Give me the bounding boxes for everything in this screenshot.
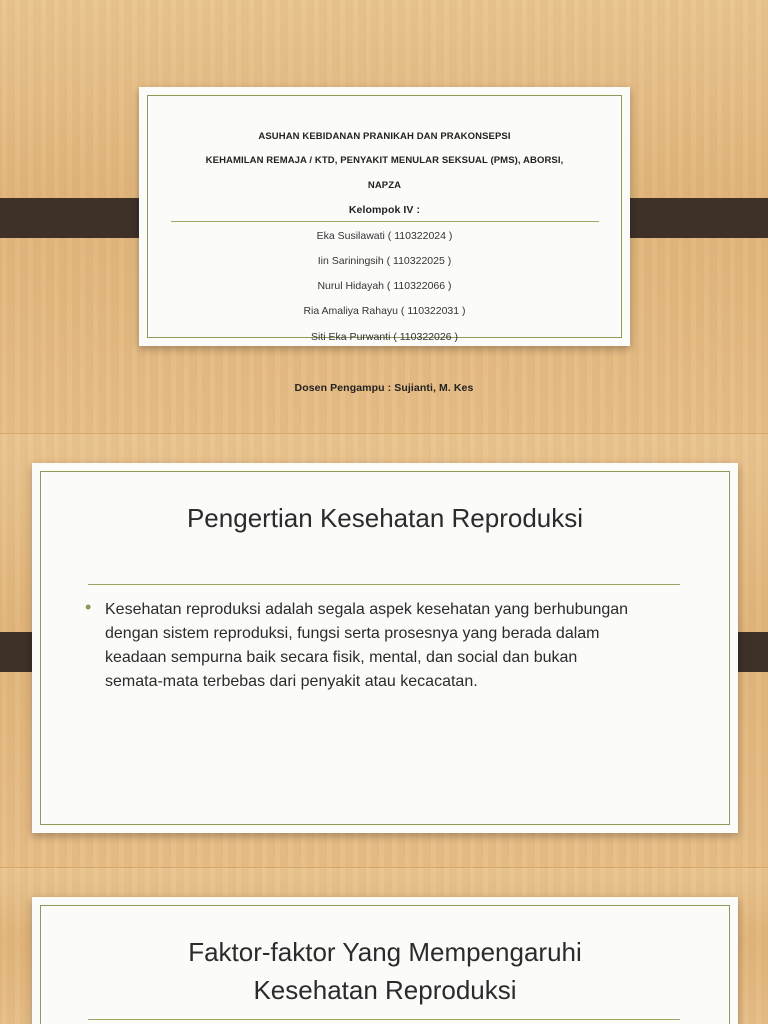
body-line-1: Kesehatan reproduksi adalah segala aspek kesehatan yang berhubungan — [105, 601, 629, 618]
member-4: Ria Amaliya Rahayu ( 110322031 ) — [303, 305, 466, 317]
slide-title-line-1: Faktor-faktor Yang Mempengaruhi — [188, 937, 582, 967]
title-line-1: ASUHAN KEBIDANAN PRANIKAH DAN PRAKONSEPSI — [258, 131, 511, 142]
title-divider — [88, 1019, 680, 1020]
title-divider — [171, 221, 599, 222]
definition-card — [32, 463, 738, 833]
member-3: Nurul Hidayah ( 110322066 ) — [317, 280, 452, 292]
title-divider — [88, 584, 680, 585]
slide-title-line-2: Kesehatan Reproduksi — [253, 975, 517, 1005]
body-line-4: semata-mata terbebas dari penyakit atau kecacatan. — [105, 673, 478, 690]
slide-definition — [0, 434, 768, 868]
slide-title: Pengertian Kesehatan Reproduksi — [186, 503, 584, 533]
title-line-3: NAPZA — [367, 180, 402, 191]
bullet-marker: • — [85, 597, 92, 617]
body-line-2: dengan sistem reproduksi, fungsi serta prosesnya yang berada dalam — [105, 625, 600, 642]
title-line-2: KEHAMILAN REMAJA / KTD, PENYAKIT MENULAR SEKSUAL (PMS), ABORSI, — [205, 155, 564, 166]
slide-title — [0, 0, 768, 434]
member-2: Iin Sariningsih ( 110322025 ) — [317, 255, 452, 267]
left-strap — [0, 198, 156, 238]
right-strap — [612, 198, 768, 238]
title-card — [139, 87, 630, 346]
lecturer-label: Dosen Pengampu : Sujianti, M. Kes — [294, 382, 474, 394]
group-label: Kelompok IV : — [348, 204, 421, 216]
body-line-3: keadaan sempurna baik secara fisik, mental, dan social dan bukan — [105, 649, 578, 666]
factors-card — [32, 897, 738, 1024]
member-5: Siti Eka Purwanti ( 110322026 ) — [311, 331, 458, 343]
slide-factors — [0, 868, 768, 1024]
member-1: Eka Susilawati ( 110322024 ) — [316, 230, 453, 242]
